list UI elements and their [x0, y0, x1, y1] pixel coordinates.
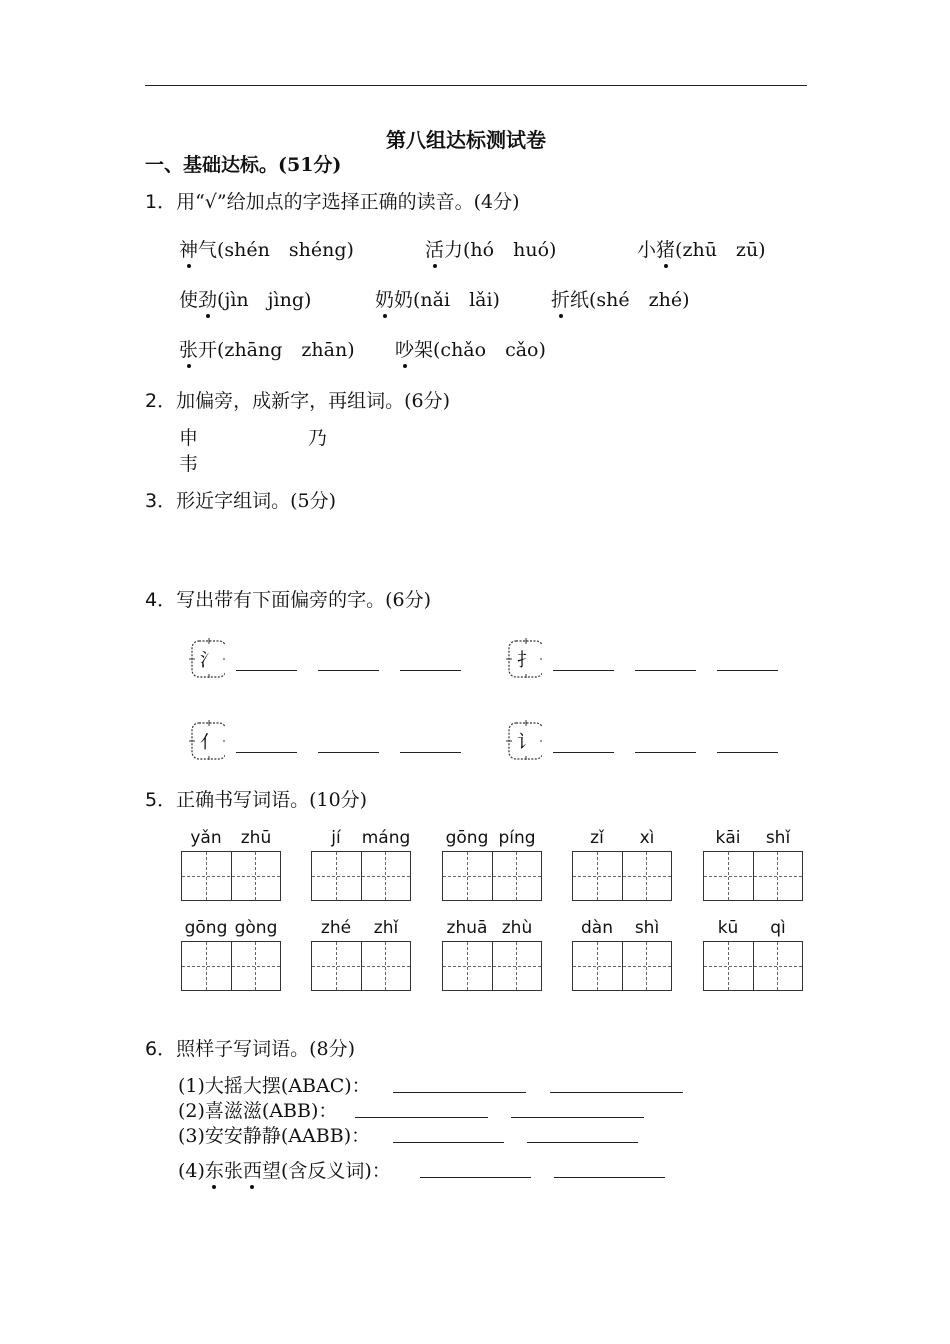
q5-pinyin: zhù — [501, 918, 533, 938]
q5-pinyin: gōng — [184, 918, 228, 938]
q1-item — [179, 285, 311, 312]
q4-answer-blank[interactable] — [553, 670, 614, 671]
q6-item-2: (2)喜滋滋(ABB)： — [178, 1100, 338, 1122]
q5-writing-grid[interactable] — [181, 941, 281, 991]
q1-item-reading[interactable]: 纸(shé zhé) — [570, 289, 690, 311]
q2-char-shen: 申 — [179, 427, 199, 449]
q5-writing-grid[interactable] — [703, 941, 803, 991]
q5-pinyin: yǎn — [190, 828, 222, 848]
q1-item — [375, 285, 500, 312]
q5-writing-grid[interactable] — [311, 851, 411, 901]
q1-item-dotted-char: 劲 — [198, 285, 217, 312]
q5-pinyin: zhū — [240, 828, 272, 848]
q1-item — [551, 285, 690, 312]
q2-char-nai: 乃 — [308, 427, 328, 449]
q1-item-dotted-char: 折 — [551, 285, 570, 312]
q2-char-wei: 韦 — [179, 453, 199, 475]
q4-answer-blank[interactable] — [717, 752, 778, 753]
q1-item — [179, 335, 355, 362]
q1-item-dotted-char: 神 — [179, 235, 198, 262]
header-rule — [145, 85, 807, 86]
question-6-text: 照样子写词语。(8分) — [176, 1038, 356, 1060]
q1-item-reading[interactable]: 力(hó huó) — [444, 239, 557, 261]
q6-item-4-suffix: 望(含反义词)： — [261, 1160, 391, 1182]
q6-item-2-blank-b[interactable] — [511, 1117, 644, 1118]
question-1-text: 用“√”给加点的字选择正确的读音。(4分) — [176, 191, 520, 213]
q1-item-pre: 小 — [637, 239, 657, 261]
radical-box — [506, 638, 542, 678]
question-4-number: 4． — [145, 589, 177, 611]
q6-item-4 — [178, 1156, 391, 1183]
q1-item — [637, 235, 766, 262]
radical-char: 讠 — [517, 732, 535, 753]
question-6-number: 6． — [145, 1038, 177, 1060]
q1-item-dotted-char: 吵 — [395, 335, 414, 362]
question-4-text: 写出带有下面偏旁的字。(6分) — [176, 589, 432, 611]
question-5-text: 正确书写词语。(10分) — [176, 789, 368, 811]
q1-item-dotted-char: 活 — [425, 235, 444, 262]
question-3-number: 3． — [145, 490, 177, 512]
q4-answer-blank[interactable] — [318, 670, 379, 671]
q4-answer-blank[interactable] — [400, 670, 461, 671]
question-5-number: 5． — [145, 789, 177, 811]
q5-pinyin: dàn — [581, 918, 613, 938]
q5-pinyin: zhǐ — [373, 918, 399, 938]
radical-box — [506, 720, 542, 760]
q1-item-dotted-char: 猪 — [656, 235, 675, 262]
radical-char: 氵 — [200, 650, 218, 671]
q5-pinyin: kū — [717, 918, 739, 938]
question-5 — [145, 785, 367, 812]
q6-item-4-prefix: (4) — [178, 1160, 205, 1182]
q6-item-3-blank-b[interactable] — [527, 1142, 638, 1143]
question-3 — [145, 486, 336, 513]
q1-item-pre: 使 — [179, 289, 199, 311]
q1-item-reading[interactable]: 奶(nǎi lǎi) — [394, 289, 500, 311]
q1-item-reading[interactable]: 气(shén shéng) — [198, 239, 354, 261]
q6-item-1-blank-a[interactable] — [393, 1092, 526, 1093]
q4-answer-blank[interactable] — [553, 752, 614, 753]
q5-writing-grid[interactable] — [442, 941, 542, 991]
q6-item-2-blank-a[interactable] — [355, 1117, 488, 1118]
section-1-heading: 一、基础达标。(51分) — [145, 154, 342, 176]
q5-writing-grid[interactable] — [572, 941, 672, 991]
q4-answer-blank[interactable] — [717, 670, 778, 671]
question-3-text: 形近字组词。(5分) — [176, 490, 337, 512]
radical-char: 扌 — [517, 650, 535, 671]
q6-item-4-zhang: 张 — [223, 1160, 243, 1182]
q5-pinyin: kāi — [715, 828, 741, 848]
question-2-number: 2． — [145, 390, 177, 412]
q6-item-4-blank-b[interactable] — [554, 1177, 665, 1178]
q1-item-dotted-char: 张 — [179, 335, 198, 362]
q5-pinyin: shǐ — [765, 828, 791, 848]
q4-answer-blank[interactable] — [236, 670, 297, 671]
q5-writing-grid[interactable] — [703, 851, 803, 901]
question-2 — [145, 386, 450, 413]
q6-item-4-dotted-xi: 西 — [243, 1156, 262, 1183]
q5-writing-grid[interactable] — [181, 851, 281, 901]
q1-item-reading[interactable]: (jìn jìng) — [217, 289, 312, 311]
q1-item — [395, 335, 546, 362]
q1-item-reading[interactable]: 开(zhāng zhān) — [198, 339, 355, 361]
q4-answer-blank[interactable] — [635, 752, 696, 753]
q4-answer-blank[interactable] — [318, 752, 379, 753]
question-1 — [145, 187, 520, 214]
q5-pinyin: shì — [634, 918, 660, 938]
radical-box — [189, 638, 225, 678]
question-4 — [145, 585, 431, 612]
q4-answer-blank[interactable] — [236, 752, 297, 753]
q1-item-reading[interactable]: (zhū zū) — [675, 239, 766, 261]
q5-pinyin: xì — [639, 828, 655, 848]
q5-writing-grid[interactable] — [572, 851, 672, 901]
radical-box — [189, 720, 225, 760]
q6-item-1: (1)大摇大摆(ABAC)： — [178, 1075, 371, 1097]
q5-pinyin: zhé — [320, 918, 352, 938]
page-title: 第八组达标测试卷 — [386, 128, 546, 152]
q5-writing-grid[interactable] — [311, 941, 411, 991]
q6-item-4-blank-a[interactable] — [420, 1177, 531, 1178]
q5-pinyin: gòng — [234, 918, 278, 938]
q5-pinyin: qì — [770, 918, 786, 938]
q5-pinyin: zhuā — [446, 918, 488, 938]
q6-item-4-dotted-dong: 东 — [205, 1156, 224, 1183]
q4-answer-blank[interactable] — [635, 670, 696, 671]
question-2-text: 加偏旁，成新字，再组词。(6分) — [176, 390, 451, 412]
q4-answer-blank[interactable] — [400, 752, 461, 753]
q6-item-3-blank-a[interactable] — [393, 1142, 504, 1143]
q5-pinyin: gōng — [445, 828, 489, 848]
question-1-number: 1． — [145, 191, 177, 213]
q1-item-dotted-char: 奶 — [375, 285, 394, 312]
q1-item-reading[interactable]: 架(chǎo cǎo) — [414, 339, 546, 361]
question-6 — [145, 1034, 355, 1061]
q6-item-1-blank-b[interactable] — [550, 1092, 683, 1093]
q5-pinyin: jí — [331, 828, 341, 848]
radical-char: 亻 — [200, 732, 218, 753]
q1-item — [425, 235, 556, 262]
q1-item — [179, 235, 354, 262]
q5-pinyin: zǐ — [590, 828, 604, 848]
q6-item-3: (3)安安静静(AABB)： — [178, 1125, 371, 1147]
q5-pinyin: píng — [498, 828, 536, 848]
q5-writing-grid[interactable] — [442, 851, 542, 901]
q5-pinyin: máng — [361, 828, 411, 848]
